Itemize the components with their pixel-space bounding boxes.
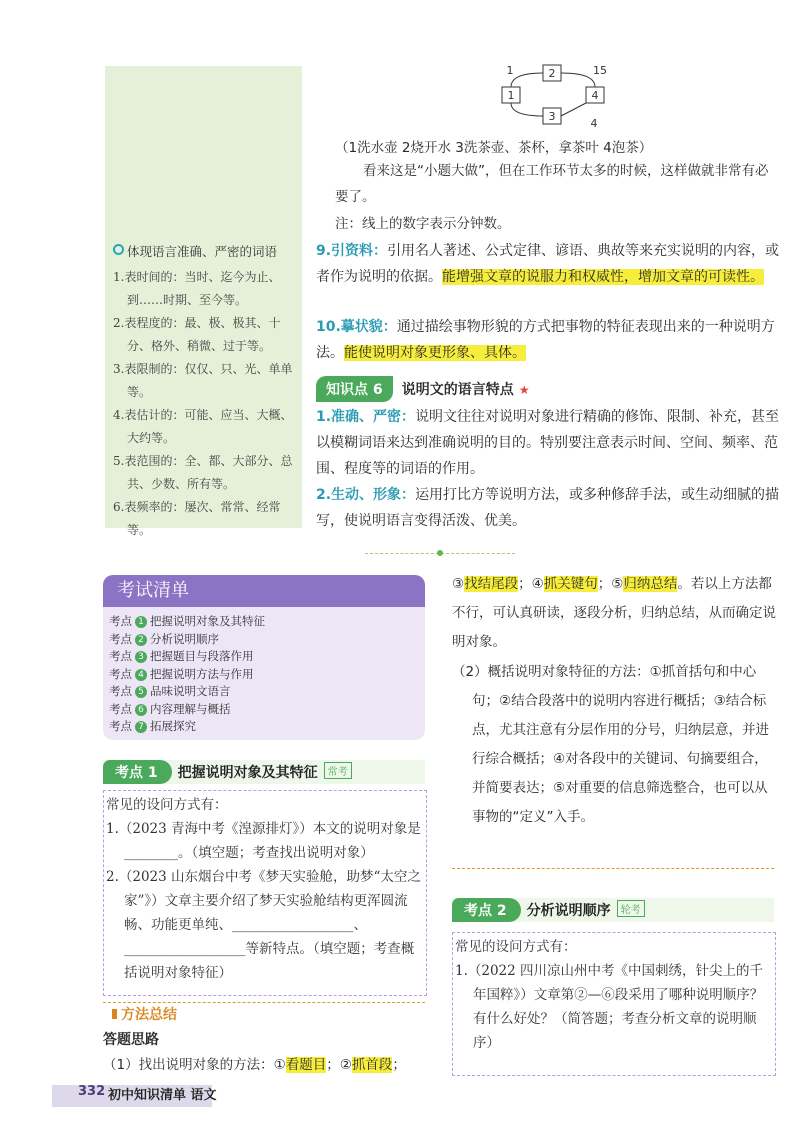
method-subtitle: 答题思路 bbox=[103, 1032, 159, 1048]
question-box bbox=[452, 932, 776, 1076]
method-continued: ③找结尾段；④抓关键句；⑤归纳总结。若以上方法都不行，可认真研读，逐段分析，归纳总结，从而确定说明对象。 bbox=[452, 576, 776, 650]
diagram-edge-label: 1 bbox=[506, 64, 514, 77]
knowledge-point-badge: 知识点 6 bbox=[316, 376, 393, 402]
frequency-tag: 常考 bbox=[324, 762, 352, 779]
sidebar-item: 3.表限制的：仅仅、只、光、单单等。 bbox=[113, 362, 293, 399]
exam-list-item: 考点 3 把握题目与段落作用 bbox=[109, 649, 254, 663]
exam-list-item: 考点 1 把握说明对象及其特征 bbox=[109, 614, 265, 628]
diagram-node: 3 bbox=[548, 110, 556, 123]
knowledge-point-header bbox=[316, 376, 530, 402]
exam-point-title: 把握说明对象及其特征 bbox=[177, 765, 318, 781]
exam-point-badge: 考点 1 bbox=[103, 760, 172, 784]
exam-point-badge: 考点 2 bbox=[452, 898, 521, 922]
book-title: 初中知识清单 语文 bbox=[108, 1088, 217, 1103]
section-divider bbox=[452, 868, 774, 869]
exam-list-item: 考点 4 把握说明方法与作用 bbox=[109, 666, 254, 681]
steps-line: （1洗水壶 2烧开水 3洗茶壶、茶杯，拿茶叶 4泡茶） bbox=[335, 140, 653, 156]
divider-dot bbox=[437, 550, 443, 556]
item-10: 10.摹状貌：通过描绘事物形貌的方式把事物的特征表现出来的一种说明方法。能使说明对象更形象、具体。 bbox=[316, 319, 775, 361]
exam-point-1-header bbox=[103, 760, 425, 784]
question-item: 2.（2023 山东烟台中考《梦天实验舱，助梦“太空之家”》）文章主要介绍了梦天实验舱结构更浑圆流畅、功能更单纯、__________________、__________________等新特点。（填空题；考查概括说明对象特征） bbox=[106, 869, 421, 981]
paragraph: 看来这是“小题大做”，但在工作环节太多的时候，这样做就非常有必要了。 bbox=[335, 163, 769, 205]
exam-list-item: 考点 2 分析说明顺序 bbox=[109, 631, 219, 646]
method-line: （1）找出说明对象的方法：①看题目；②抓首段； bbox=[103, 1057, 406, 1073]
exam-point-title: 分析说明顺序 bbox=[526, 903, 611, 919]
method-paragraph-2: （2）概括说明对象特征的方法：①抓首括句和中心句；②结合段落中的说明内容进行概括；③结合标点，尤其注意有分层作用的分号，归纳层意，并进行综合概括；④对各段中的关键词、句摘要组合，并简要表达；⑤对重要的信息筛选整合，也可以从事物的“定义”入手。 bbox=[452, 664, 769, 825]
circle-bullet-icon bbox=[113, 244, 124, 255]
question-intro: 常见的设问方式有： bbox=[106, 797, 228, 813]
question-item: 1.（2022 四川凉山州中考《中国刺绣，针尖上的千年国粹》）文章第②—⑥段采用了哪种说明顺序？有什么好处？（简答题；考查分析文章的说明顺序） bbox=[455, 963, 764, 1051]
method-divider bbox=[103, 1002, 425, 1003]
diagram-edge-label: 15 bbox=[593, 64, 607, 77]
highlight: 能增强文章的说服力和权威性，增加文章的可读性。 bbox=[442, 269, 764, 285]
sidebar-item: 5.表范围的：全、都、大部分、总共、少数、所有等。 bbox=[113, 454, 293, 491]
star-icon: ★ bbox=[518, 383, 530, 397]
sidebar-item: 1.表时间的：当时、迄今为止、到……时期、至今等。 bbox=[113, 270, 281, 307]
sidebar-item: 2.表程度的：最、极、极其、十分、格外、稍微、过于等。 bbox=[113, 316, 281, 353]
sidebar-item: 6.表频率的：屡次、常常、经常等。 bbox=[113, 500, 281, 537]
language-point-1: 1.准确、严密：说明文往往对说明对象进行精确的修饰、限制、补充，甚至以模糊词语来达到准确说明的目的。特别要注意表示时间、空间、频率、范围、程度等的词语的作用。 bbox=[316, 409, 780, 477]
frequency-tag: 轮考 bbox=[617, 900, 645, 917]
page-number: 332 bbox=[78, 1084, 106, 1099]
question-box bbox=[103, 790, 427, 996]
sidebar-item: 4.表估计的：可能、应当、大概、大约等。 bbox=[113, 408, 293, 445]
question-intro: 常见的设问方式有： bbox=[455, 939, 577, 955]
diagram-edge-label: 4 bbox=[590, 117, 598, 130]
exam-list-title: 考试清单 bbox=[103, 575, 425, 607]
process-diagram bbox=[490, 60, 620, 130]
knowledge-point-title: 说明文的语言特点 bbox=[401, 382, 514, 398]
term-label: 1.准确、严密： bbox=[316, 409, 416, 425]
exam-list-item: 考点 7 拓展探究 bbox=[109, 719, 196, 733]
term-label: 9.引资料： bbox=[316, 243, 388, 259]
exam-list-box bbox=[103, 575, 425, 740]
diagram-node: 2 bbox=[548, 67, 556, 80]
marker-icon bbox=[112, 1009, 117, 1019]
note: 注：线上的数字表示分钟数。 bbox=[335, 216, 511, 232]
exam-point-2-header bbox=[452, 898, 774, 922]
term-label: 10.摹状貌： bbox=[316, 319, 397, 335]
exam-list-item: 考点 6 内容理解与概括 bbox=[109, 701, 231, 716]
diagram-node: 4 bbox=[591, 89, 599, 102]
highlight: 能使说明对象更形象、具体。 bbox=[344, 345, 526, 361]
method-title: 方法总结 bbox=[112, 1004, 177, 1024]
item-9: 9.引资料：引用名人著述、公式定律、谚语、典故等来充实说明的内容，或者作为说明的依据。能增强文章的说服力和权威性，增加文章的可读性。 bbox=[316, 243, 780, 285]
sidebar-title: 体现语言准确、严密的词语 bbox=[113, 242, 297, 260]
diagram-node: 1 bbox=[507, 89, 515, 102]
language-point-2: 2.生动、形象：运用打比方等说明方法，或多种修辞手法，或生动细腻的描写，使说明语言变得活泼、优美。 bbox=[316, 487, 780, 529]
exam-list-item: 考点 5 品味说明文语言 bbox=[109, 684, 231, 698]
question-item: 1.（2023 青海中考《湟源排灯》）本文的说明对象是________。（填空题；考查找出说明对象） bbox=[106, 821, 421, 861]
term-label: 2.生动、形象： bbox=[316, 487, 416, 503]
sidebar-panel bbox=[105, 66, 302, 537]
